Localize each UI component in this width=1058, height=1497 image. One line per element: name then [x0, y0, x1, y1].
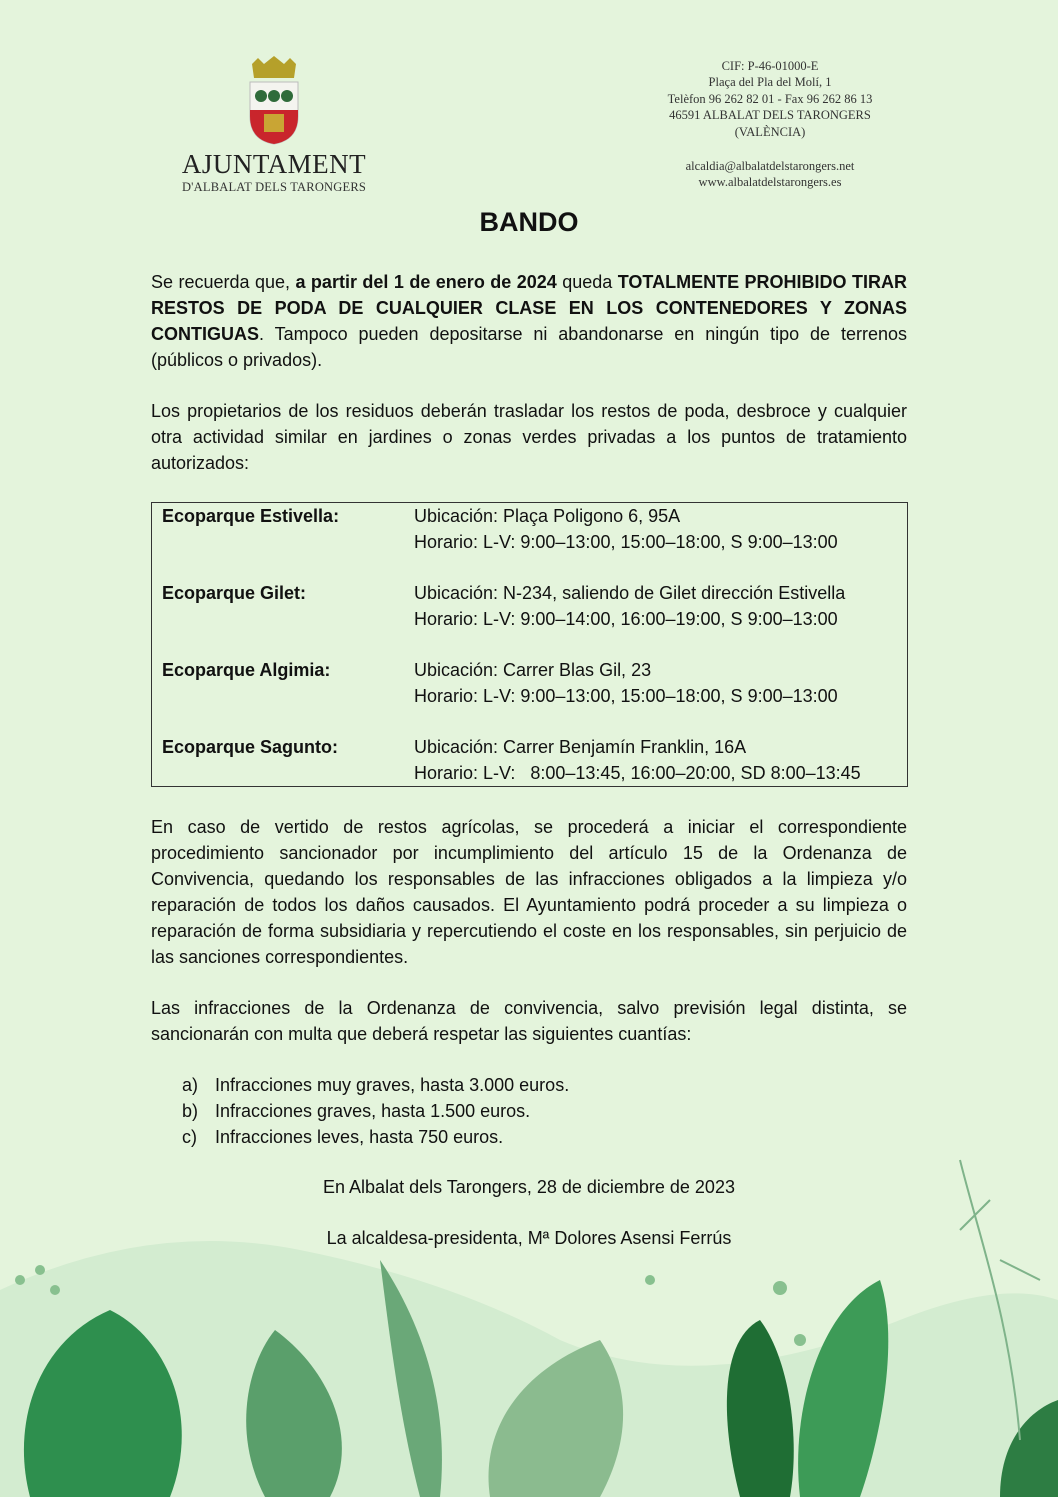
list-item: [182, 1072, 569, 1098]
coat-of-arms-icon: [244, 56, 304, 146]
ecoparque-location: Ubicación: Plaça Poligono 6, 95A: [414, 506, 681, 526]
p1-date-bold: a partir del 1 de enero de 2024: [295, 272, 557, 292]
ecoparque-hours: Horario: L-V: 9:00–14:00, 16:00–19:00, S 9:00–13:00: [414, 608, 838, 629]
table-row: [152, 632, 908, 709]
signature: La alcaldesa-presidenta, Mª Dolores Asensi Ferrús: [326, 1228, 732, 1248]
list-marker: b): [182, 1101, 199, 1121]
ecoparque-hours: Horario: L-V: 9:00–13:00, 15:00–18:00, S 9:00–13:00: [414, 531, 838, 552]
leaf-dark-right: [727, 1320, 794, 1497]
list-marker: c): [182, 1127, 197, 1147]
p1-text-e: . Tampoco pueden depositarse ni abandonarse en ningún tipo de terrenos (públicos o privados).: [151, 324, 907, 370]
list-item: [182, 1124, 569, 1150]
phone-fax: Telèfon 96 262 82 01 - Fax 96 262 86 13: [667, 91, 873, 106]
paragraph-prohibition: [151, 269, 907, 373]
ecoparque-hours: Horario: L-V: 9:00–13:00, 15:00–18:00, S 9:00–13:00: [414, 685, 838, 706]
logo-title: AJUNTAMENT: [181, 149, 367, 179]
ecoparque-name: Ecoparque Gilet:: [162, 583, 307, 603]
address: Plaça del Pla del Molí, 1: [708, 75, 832, 90]
ecoparque-info: [414, 555, 908, 632]
ecoparque-location: Ubicación: Carrer Blas Gil, 23: [414, 660, 652, 680]
place-date: En Albalat dels Tarongers, 28 de diciembre de 2023: [323, 1177, 735, 1197]
paragraph-owners: Los propietarios de los residuos deberán trasladar los restos de poda, desbroce y cualquier otra actividad similar en jardines o zonas verdes privadas a los puntos de tratamiento autorizados:: [151, 401, 907, 473]
ecoparque-name: Ecoparque Estivella:: [162, 506, 340, 526]
list-text: Infracciones graves, hasta 1.500 euros.: [215, 1101, 531, 1121]
ecoparque-location: Ubicación: Carrer Benjamín Franklin, 16A: [414, 737, 747, 757]
list-text: Infracciones muy graves, hasta 3.000 euros.: [215, 1075, 570, 1095]
town-hall-logo: [176, 56, 372, 195]
sanctions-list: [182, 1072, 569, 1150]
p1-text-a: Se recuerda que,: [151, 272, 296, 292]
ecoparque-name: Ecoparque Algimia:: [162, 660, 331, 680]
ecoparque-location: Ubicación: N-234, saliendo de Gilet dirección Estivella: [414, 583, 846, 603]
ecoparques-table: [151, 502, 908, 787]
logo-subtitle: D'ALBALAT DELS TARONGERS: [181, 180, 367, 194]
table-row: [152, 555, 908, 632]
paragraph-sanction-procedure: En caso de vertido de restos agrícolas, se procederá a iniciar el correspondiente procedimiento sancionador por incumplimiento del artículo 15 de la Ordenanza de Convivencia, quedando los responsables de las infracciones obligados a la limpieza y/o reparación de todos los daños causados. El Ayuntamiento podrá proceder a su limpieza o reparación de forma subsidiaria y repercutiendo el coste en los responsables, sin perjuicio de las sanciones correspondientes.: [151, 817, 907, 967]
website-link[interactable]: www.albalatdelstarongers.es: [698, 175, 842, 190]
ecoparque-info: [414, 709, 908, 787]
paragraph-fines: Las infracciones de la Ordenanza de convivencia, salvo previsión legal distinta, se sancionarán con multa que deberá respetar las siguientes cuantías:: [151, 998, 907, 1044]
email-link[interactable]: alcaldia@albalatdelstarongers.net: [685, 159, 855, 174]
list-item: [182, 1098, 569, 1124]
ecoparque-name: Ecoparque Sagunto:: [162, 737, 339, 757]
province: (VALÈNCIA): [734, 124, 806, 139]
list-text: Infracciones leves, hasta 750 euros.: [215, 1127, 504, 1147]
table-row: [152, 503, 908, 556]
p1-prohibition-bold: TOTALMENTE PROHIBIDO TIRAR RESTOS DE PODA DE CUALQUIER CLASE EN LOS CONTENEDORES Y ZONAS CONTIGUAS: [151, 272, 907, 344]
ecoparque-info: [414, 503, 908, 556]
page-title: BANDO: [479, 207, 579, 237]
city: 46591 ALBALAT DELS TARONGERS: [669, 108, 871, 123]
table-row: [152, 709, 908, 787]
ecoparque-hours: Horario: L-V: 8:00–13:45, 16:00–20:00, SD 8:00–13:45: [414, 762, 861, 783]
cif: CIF: P-46-01000-E: [721, 59, 819, 73]
p1-text-c: queda: [556, 272, 618, 292]
contact-block: [640, 58, 900, 191]
list-marker: a): [182, 1075, 199, 1095]
ecoparque-info: [414, 632, 908, 709]
